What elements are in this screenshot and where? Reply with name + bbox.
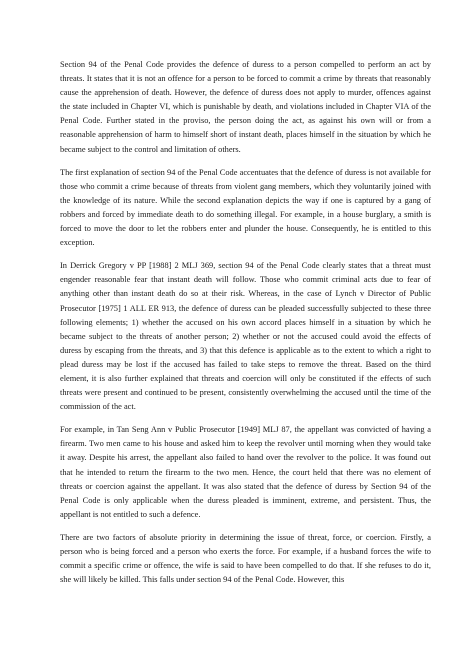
paragraph-section-94-overview: Section 94 of the Penal Code provides the defence of duress to a person compelled to perform an act by threats. It states that it is not an offence for a person to be forced to commit a crime by threats that reasonably cause the apprehension of death. However, the defence of duress does not apply to murder, offences against the state included in Chapter VI, which is punishable by death, and violations included in Chapter VIA of the Penal Code. Further stated in the proviso, the person doing the act, as against his own will or from a reasonable apprehension of harm to himself short of instant death, places himself in the situation by which he became subject to the control and limitation of others. [60,60,431,154]
paragraph-first-explanation: The first explanation of section 94 of the Penal Code accentuates that the defence of duress is not available for those who commit a crime because of threats from violent gang members, which they voluntarily joined with the knowledge of its nature. While the second explanation depicts the way if one is captured by a gang of robbers and forced by immediate death to do something illegal. For example, in a house burglary, a smith is forced to move the door to let the robbers enter and plunder the house. Consequently, he is entitled to this exception. [60,167,431,248]
paragraph-tan-seng-ann-case: For example, in Tan Seng Ann v Public Prosecutor [1949] MLJ 87, the appellant was convicted of having a firearm. Two men came to his house and asked him to keep the revolver until morning when they would take it away. Despite his arrest, the appellant also failed to hand over the revolver to the police. It was found out that he intended to return the firearm to the two men. Hence, the court held that there was no element of threats or coercion against the appellant. It was also stated that the defence of duress by Section 94 of the Penal Code is only applicable when the duress pleaded is imminent, extreme, and persistent. Thus, the appellant is not entitled to such a defence. [60,425,431,519]
document-body [60,58,431,596]
paragraph-derrick-gregory-case: In Derrick Gregory v PP [1988] 2 MLJ 369, section 94 of the Penal Code clearly states that a threat must engender reasonable fear that instant death will follow. Those who commit criminal acts due to fear of anything other than instant death do so at their risk. Whereas, in the case of Lynch v Director of Public Prosecutor [1975] 1 ALL ER 913, the defence of duress can be pleaded successfully subjected to these three following elements; 1) whether the accused on his own accord places himself in a situation by which he became subject to the threats of another person; 2) whether or not the accused could avoid the effects of duress by escaping from the threats, and 3) that this defence is applicable as to the extent to which a right to plead duress may be lost if the accused has failed to take steps to remove the threat. Based on the third element, it is also further explained that threats and coercion will only be constituted if the effects of such threats were present and continued to be present, consistently overwhelming the accused until the time of the commission of the act. [60,261,431,412]
paragraph-two-factors: There are two factors of absolute priority in determining the issue of threat, force, or coercion. Firstly, a person who is being forced and a person who exerts the force. For example, if a husband forces the wife to commit a specific crime or offence, the wife is said to have been compelled to do that. If she refuses to do it, she will likely be killed. This falls under section 94 of the Penal Code. However, this [60,532,431,585]
